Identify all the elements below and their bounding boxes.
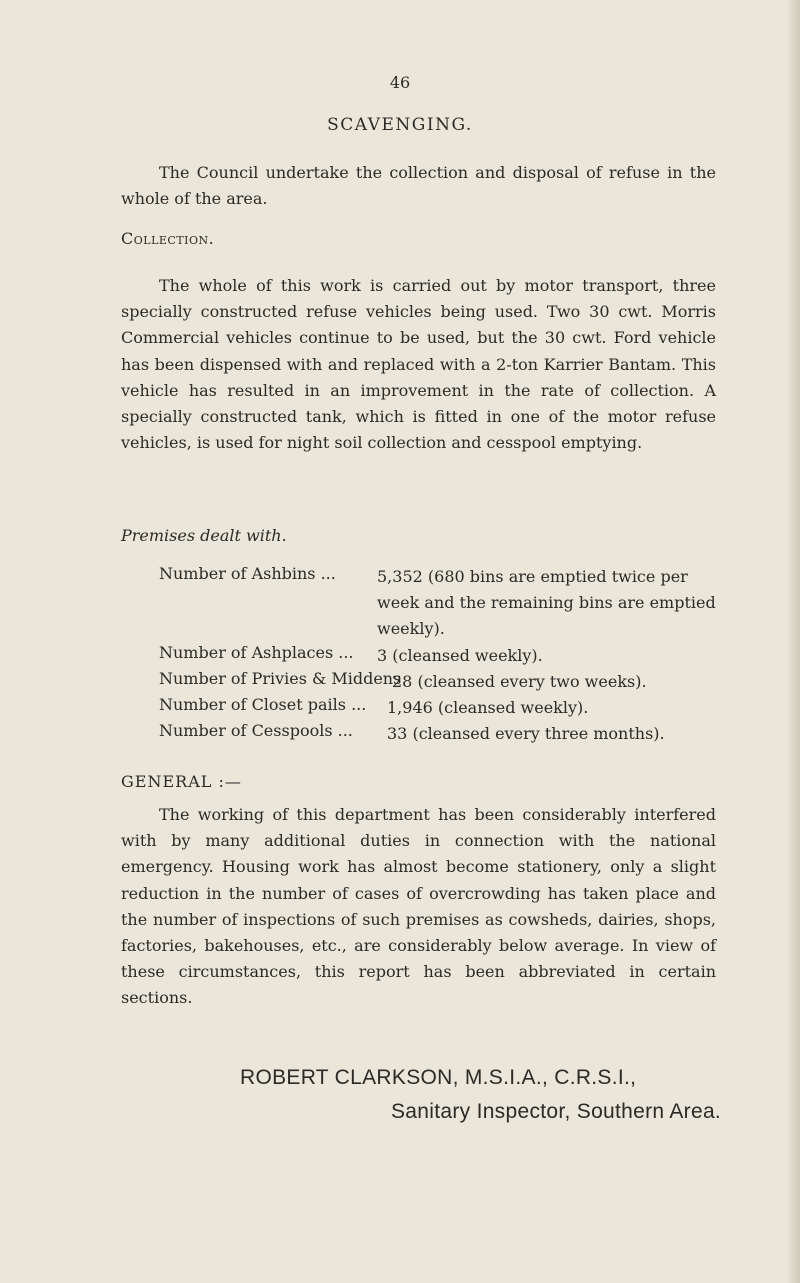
premises-value-closet-pails: 1,946 (cleansed weekly).	[387, 698, 589, 717]
general-heading: GENERAL :—	[121, 772, 242, 791]
page-edge-shadow	[786, 0, 800, 1283]
general-paragraph: The working of this department has been considerably interfered with by many additional duties in connection with the national emergency. Housing work has almost become stationery, only a slight reduction in the number of cases of overcrowding has taken place and the number of inspections of such premises as cowsheds, dairies, shops, factories, bakehouses, etc., are considerably below average. In view of these circumstances, this report has been abbreviated in certain sections.	[121, 805, 716, 1008]
premises-label-closet-pails: Number of Closet pails ...	[159, 695, 367, 714]
page-number: 46	[389, 73, 411, 92]
premises-heading: Premises dealt with.	[121, 526, 287, 545]
premises-value-ashbins: 5,352 (680 bins are emptied twice per week and the remaining bins are emptied weekly).	[377, 567, 716, 639]
premises-value-privies: 28 (cleansed every two weeks).	[392, 672, 647, 691]
section-title: SCAVENGING.	[327, 115, 473, 135]
signature-title: Sanitary Inspector, Southern Area.	[391, 1100, 722, 1123]
premises-label-ashplaces: Number of Ashplaces ...	[159, 643, 354, 662]
premises-value-cesspools: 33 (cleansed every three months).	[387, 724, 665, 743]
collection-heading: Collection.	[121, 229, 215, 248]
premises-value-ashplaces: 3 (cleansed weekly).	[377, 646, 543, 665]
intro-paragraph: The Council undertake the collection and disposal of refuse in the whole of the area.	[121, 163, 716, 209]
premises-label-cesspools: Number of Cesspools ...	[159, 721, 353, 740]
signature-name: ROBERT CLARKSON, M.S.I.A., C.R.S.I.,	[240, 1066, 637, 1089]
collection-paragraph: The whole of this work is carried out by motor transport, three specially constructed refuse vehicles being used. Two 30 cwt. Morris Commercial vehicles continue to be used, but the 30 cwt. Ford vehicle has been dispensed with and replaced with a 2-ton Karrier Bantam. This vehicle has resulted in an improvement in the rate of collection. A specially constructed tank, which is fitted in one of the motor refuse vehicles, is used for night soil collection and cesspool emptying.	[121, 276, 716, 453]
premises-label-ashbins: Number of Ashbins ...	[159, 564, 336, 583]
premises-label-privies: Number of Privies & Middens	[159, 669, 402, 688]
